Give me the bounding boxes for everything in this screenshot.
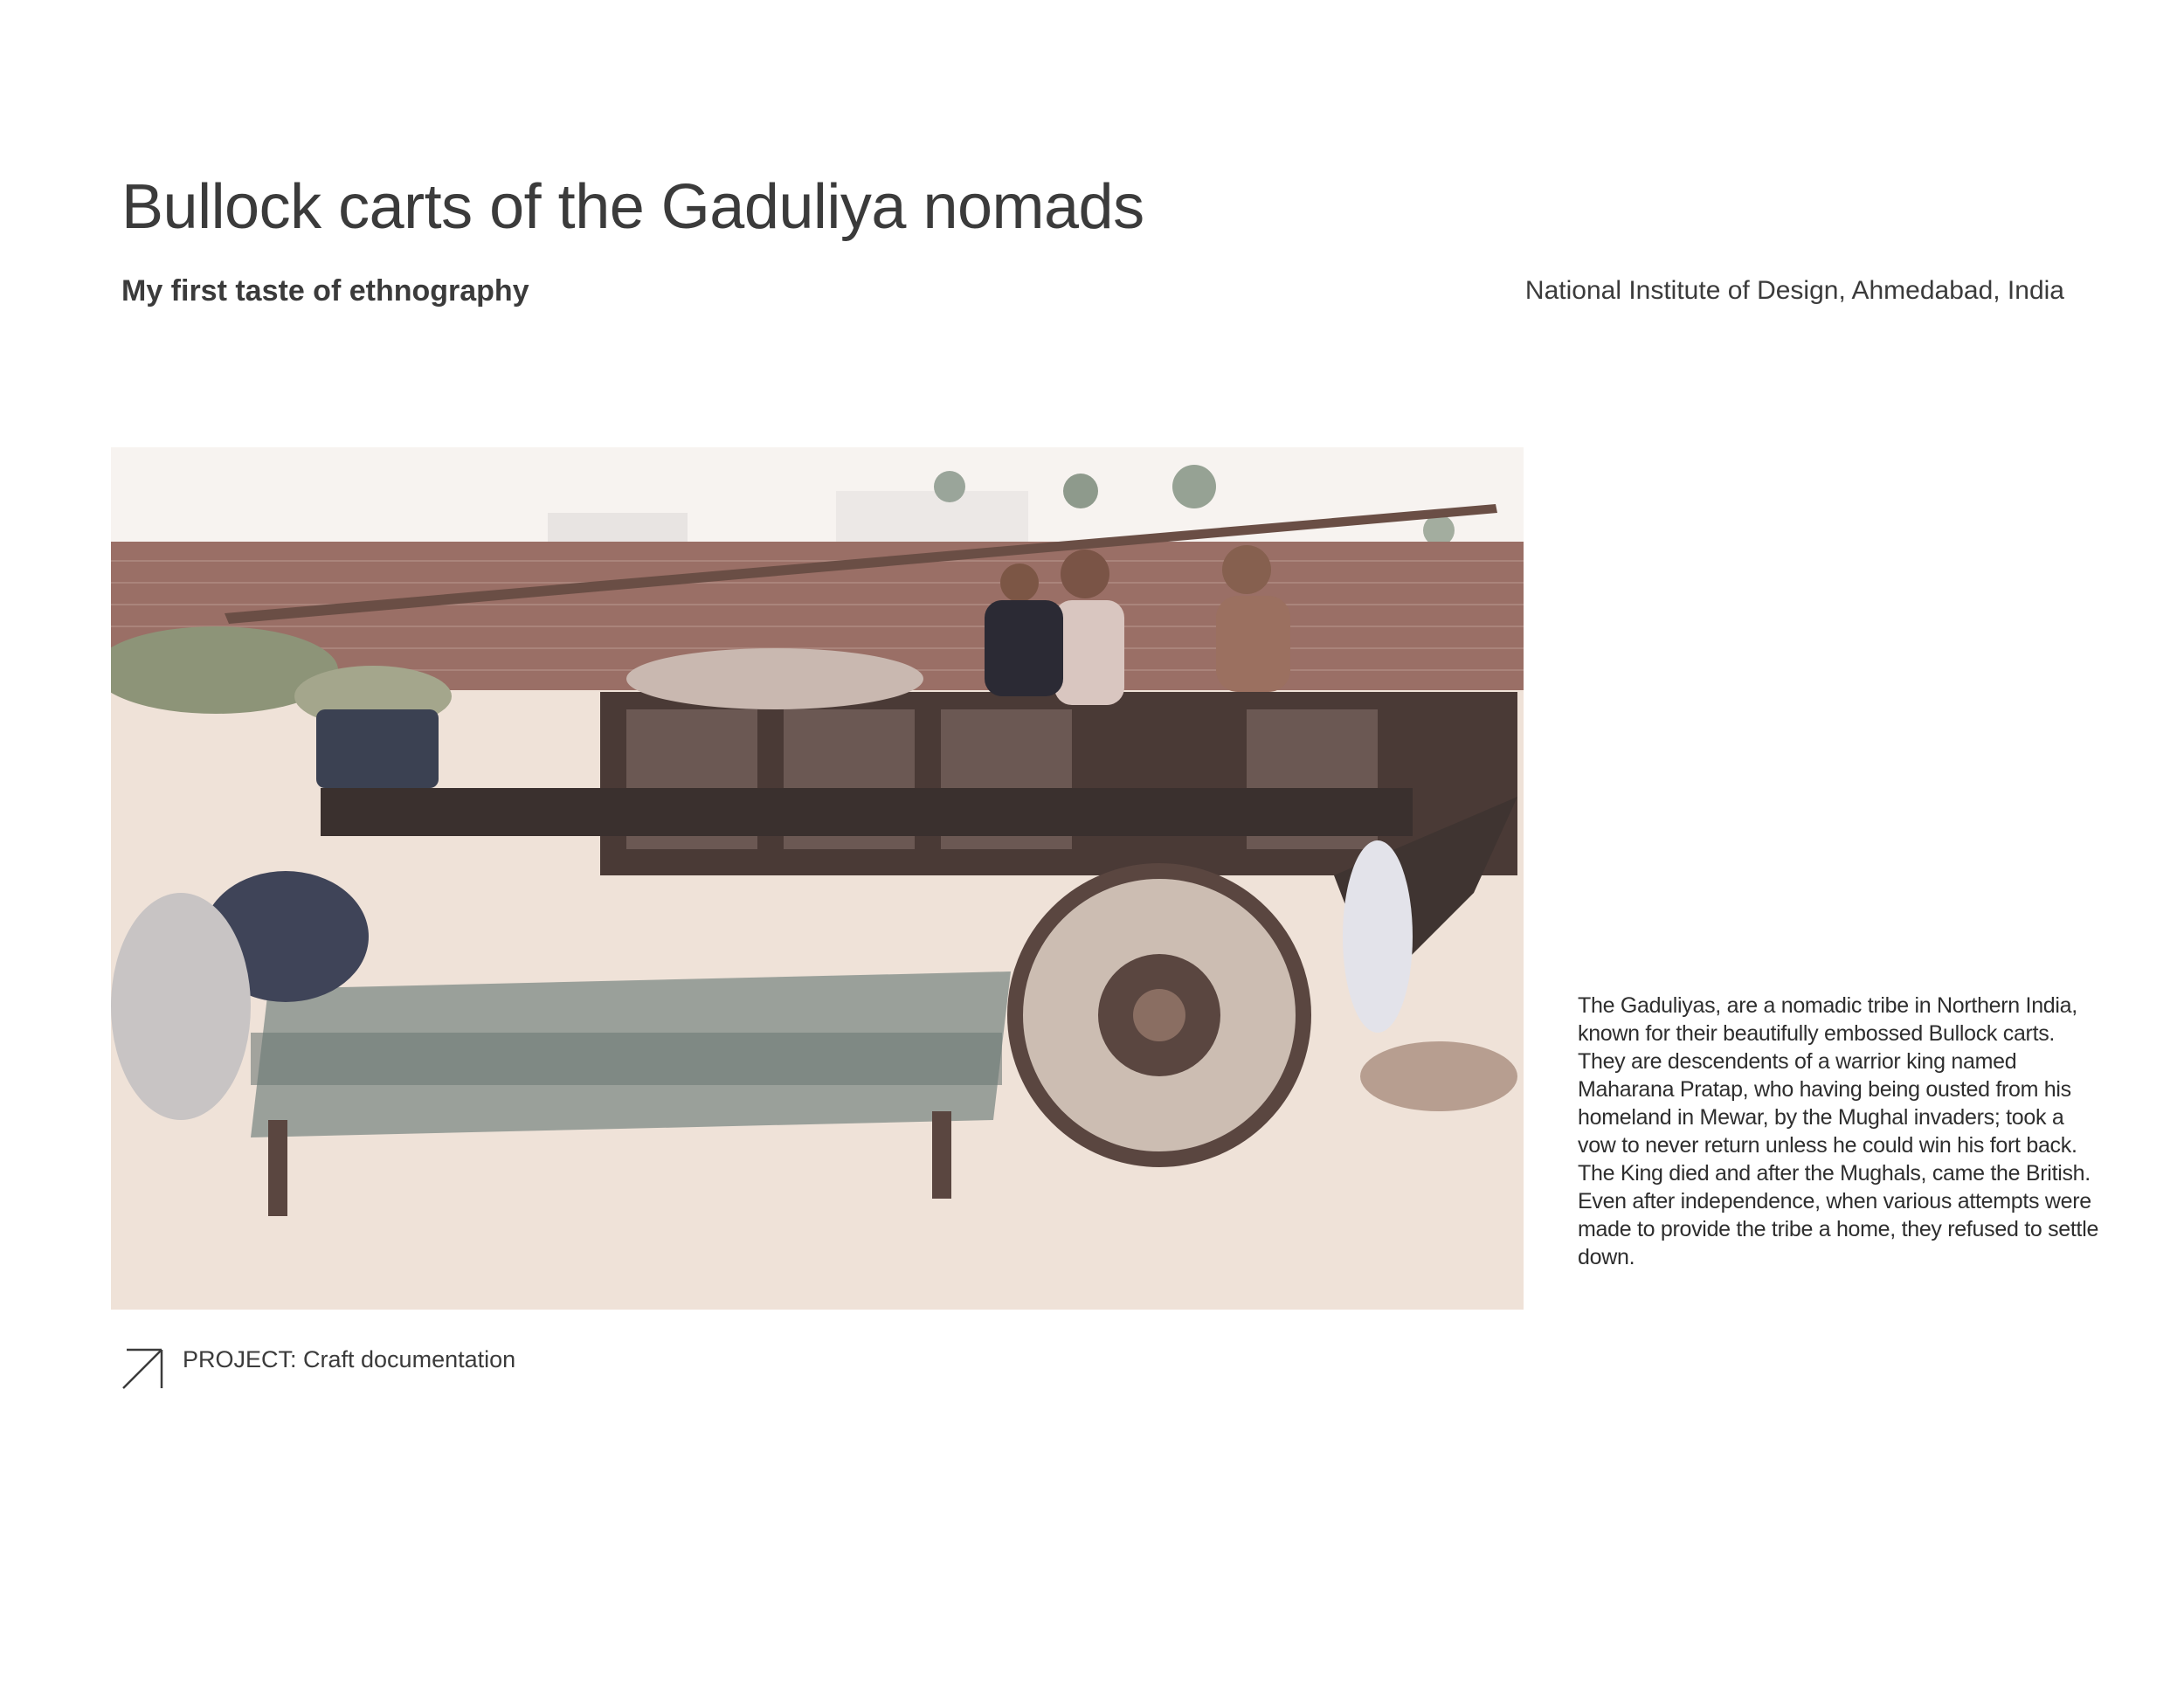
project-label: PROJECT: Craft documentation (183, 1346, 516, 1372)
institute-name: National Institute of Design, Ahmedabad, India (1524, 276, 2064, 305)
project-link[interactable] (121, 1346, 515, 1392)
bullock-cart-photo (111, 447, 1524, 1310)
page-title: Bullock carts of the Gaduliya nomads (121, 172, 1144, 242)
description-text: The Gaduliyas, are a nomadic tribe in Northern India, known for their beautifully embossed Bullock carts. They are descendents of a warrior king named Maharana Pratap, who having being ousted from his homeland in Mewar, by the Mughal invaders; took a vow to never return unless he could win his fort back. The King died and after the Mughals, came the British. Even after independence, when various attempts were made to provide the tribe a home, they refused to settle down. (1578, 993, 2099, 1269)
page-subtitle: My first taste of ethnography (121, 274, 529, 308)
arrow-up-right-icon (121, 1346, 165, 1390)
photo-illustration (111, 447, 1524, 1310)
